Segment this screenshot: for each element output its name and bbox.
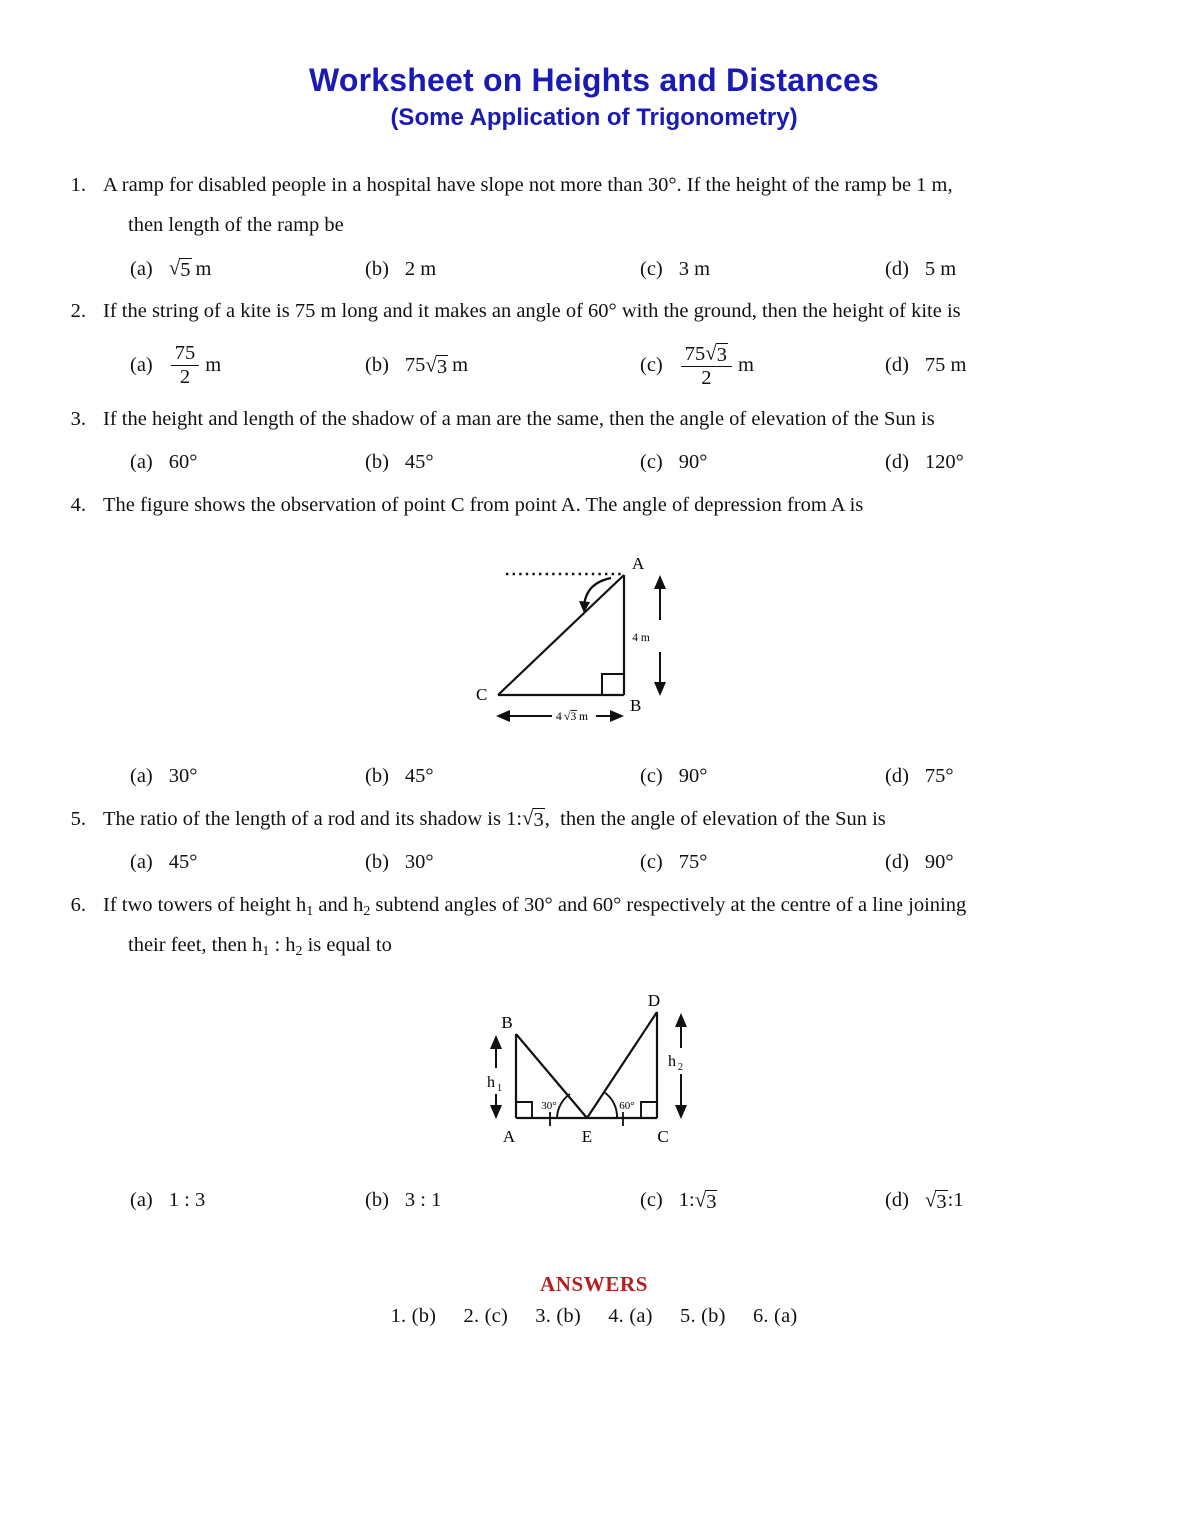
- options-row: [0, 756, 1188, 798]
- h1-label-sub: 1: [497, 1082, 502, 1094]
- fraction-denominator: 2: [681, 366, 732, 389]
- option-value: √ 5 m: [168, 255, 212, 281]
- option-c[interactable]: [640, 248, 710, 290]
- height-label: 4 m: [632, 631, 650, 644]
- option-value: 75 m: [924, 354, 967, 377]
- sqrt-expression: √ 3: [694, 1187, 717, 1213]
- option-label: (a): [130, 451, 153, 474]
- option-value: 60°: [168, 451, 198, 474]
- h2-label-sub: 2: [678, 1061, 683, 1073]
- options-row: [0, 248, 1188, 290]
- h1-arrow-up: [490, 1035, 502, 1049]
- option-label: (b): [365, 765, 389, 788]
- option-label: (d): [885, 851, 909, 874]
- figure-triangle-abc: [0, 548, 1188, 738]
- option-label: (c): [640, 765, 663, 788]
- options-row: [0, 842, 1188, 884]
- page-subtitle: (Some Application of Trigonometry): [390, 103, 798, 131]
- option-label: (a): [130, 354, 153, 377]
- fraction: [681, 340, 732, 390]
- sqrt-expression: √ 3: [425, 352, 448, 378]
- right-angle-marker-a: [516, 1102, 532, 1118]
- unit-label: m: [738, 354, 754, 377]
- option-c[interactable]: [640, 442, 707, 484]
- angle-arc-60: [604, 1092, 617, 1118]
- option-d[interactable]: [885, 1180, 964, 1222]
- vertex-label-b: B: [630, 695, 642, 715]
- angle-label-right: 60°: [619, 1099, 635, 1112]
- option-label: (d): [885, 765, 909, 788]
- answer-item: 3. (b): [535, 1305, 581, 1327]
- page-title: Worksheet on Heights and Distances: [309, 62, 879, 98]
- option-label: (c): [640, 257, 663, 280]
- option-b[interactable]: [365, 1180, 441, 1222]
- option-value: 90°: [924, 851, 954, 874]
- option-b[interactable]: [365, 248, 436, 290]
- option-a[interactable]: [130, 248, 211, 290]
- option-label: (a): [130, 257, 153, 280]
- question-number: 6.: [70, 893, 86, 916]
- option-value: 3 : 1: [404, 1189, 442, 1212]
- vertex-label-c: C: [476, 684, 488, 704]
- h2-arrow-down: [675, 1105, 687, 1119]
- answer-item: 4. (a): [608, 1305, 653, 1327]
- option-a[interactable]: [130, 442, 197, 484]
- option-b[interactable]: [365, 842, 434, 884]
- option-b[interactable]: [365, 334, 468, 398]
- angle-label-left: 30°: [541, 1099, 557, 1112]
- page-header: [0, 0, 1188, 132]
- fraction-numerator: 75 √ 3: [684, 340, 727, 366]
- question-text: The ratio of the length of a rod and its shadow is 1: √ 3 , then the angle of elevation of the Sun is: [103, 805, 886, 831]
- answer-item: 5. (b): [680, 1305, 726, 1327]
- question-3: [0, 400, 1188, 484]
- option-label: (c): [640, 354, 663, 377]
- sqrt-expression: √ 5: [168, 255, 191, 281]
- question-5: [0, 800, 1188, 884]
- radicand-text: 3: [570, 710, 577, 723]
- fraction-denominator: 2: [171, 365, 200, 388]
- option-c[interactable]: [640, 1180, 717, 1222]
- options-row: [0, 334, 1188, 398]
- option-value: 90°: [678, 765, 708, 788]
- option-b[interactable]: [365, 756, 434, 798]
- option-label: (c): [640, 451, 663, 474]
- sqrt-expression: √ 3: [522, 805, 544, 831]
- base-label-text: 4: [556, 710, 562, 723]
- options-row: [0, 1180, 1188, 1222]
- option-label: (d): [885, 257, 909, 280]
- option-label: (c): [640, 1189, 663, 1212]
- h1-label: [487, 1074, 502, 1094]
- option-value: 30°: [168, 765, 198, 788]
- h1-arrow-down: [490, 1105, 502, 1119]
- option-label: (b): [365, 354, 389, 377]
- question-6: [0, 886, 1188, 1222]
- vertex-label-a: A: [632, 553, 645, 573]
- answer-item: 2. (c): [463, 1305, 508, 1327]
- sqrt-expression: √ 3: [924, 1187, 947, 1213]
- h2-arrow-up: [675, 1013, 687, 1027]
- option-a[interactable]: [130, 842, 197, 884]
- fraction-numerator: 75: [174, 342, 196, 365]
- segment-ac: [498, 575, 624, 695]
- option-value: 1: √ 3: [678, 1187, 717, 1213]
- right-angle-marker-c: [641, 1102, 657, 1118]
- option-d[interactable]: [885, 442, 964, 484]
- h2-label: [668, 1053, 683, 1073]
- option-label: (c): [640, 851, 663, 874]
- option-b[interactable]: [365, 442, 434, 484]
- question-number: 2.: [70, 300, 86, 322]
- answers-title: ANSWERS: [539, 1272, 649, 1296]
- option-a[interactable]: [130, 1180, 205, 1222]
- option-value: 45°: [404, 765, 434, 788]
- question-number: 1.: [70, 174, 86, 197]
- option-value: [679, 340, 754, 390]
- option-a[interactable]: [130, 334, 221, 398]
- unit-text: m: [579, 710, 588, 723]
- option-label: (b): [365, 257, 389, 280]
- fraction: [171, 343, 200, 389]
- base-arrow-right: [610, 710, 624, 722]
- question-text: If the string of a kite is 75 m long and it makes an angle of 60° with the ground, then the height of kite is: [103, 300, 961, 322]
- question-text: If two towers of height $h_1$ and $h_2$ subtend angles of 30° and 60° respectively at the centre of a line joining: [103, 893, 967, 919]
- figure-two-towers: [0, 990, 1188, 1160]
- option-value: 30°: [404, 851, 434, 874]
- option-label: (a): [130, 765, 153, 788]
- option-value: √ 3 :1: [924, 1187, 964, 1213]
- option-label: (a): [130, 851, 153, 874]
- vertex-label-b: B: [501, 1012, 513, 1032]
- question-4: [0, 486, 1188, 798]
- question-number: 5.: [70, 807, 86, 830]
- option-c[interactable]: [640, 756, 707, 798]
- option-value: 5 m: [924, 257, 957, 280]
- question-2: [0, 292, 1188, 398]
- option-value: 1 : 3: [168, 1189, 206, 1212]
- question-number: 3.: [70, 407, 86, 430]
- h2-label-text: h: [668, 1052, 676, 1070]
- unit-label: m: [205, 354, 222, 377]
- question-list: [0, 166, 1188, 1222]
- figure-1-svg: [464, 548, 724, 733]
- option-a[interactable]: [130, 756, 197, 798]
- option-c[interactable]: [640, 842, 707, 884]
- option-value: 45°: [404, 451, 434, 474]
- question-text: The figure shows the observation of point C from point A. The angle of depression from A is: [103, 493, 864, 516]
- option-value: 75 √ 3 m: [404, 352, 469, 378]
- option-value: 75°: [678, 851, 708, 874]
- option-value: 90°: [678, 451, 708, 474]
- vertex-label-e: E: [581, 1126, 593, 1146]
- question-text: If the height and length of the shadow of a man are the same, then the angle of elevation of the Sun is: [103, 407, 935, 430]
- option-d[interactable]: [885, 248, 956, 290]
- angle-depression-arrowhead: [579, 601, 590, 613]
- vertex-label-d: D: [647, 990, 661, 1010]
- option-label: (d): [885, 354, 909, 377]
- option-d[interactable]: [885, 756, 954, 798]
- option-label: (d): [885, 451, 909, 474]
- base-arrow-left: [496, 710, 510, 722]
- options-row: [0, 442, 1188, 484]
- option-value: 120°: [924, 451, 964, 474]
- h1-label-text: h: [487, 1073, 495, 1091]
- vertex-label-c: C: [657, 1126, 669, 1146]
- answers-section: [0, 1272, 1188, 1328]
- option-d[interactable]: [885, 842, 954, 884]
- question-number: 4.: [70, 493, 86, 516]
- option-c[interactable]: [640, 334, 754, 398]
- answer-item: 1. (b): [390, 1305, 437, 1327]
- height-arrow-down: [654, 682, 666, 696]
- question-text: A ramp for disabled people in a hospital have slope not more than 30°. If the height of the ramp be 1 m,: [103, 174, 953, 197]
- sqrt-icon: √: [564, 710, 571, 723]
- option-value: 45°: [168, 851, 198, 874]
- vertex-label-a: A: [502, 1126, 516, 1146]
- option-label: (d): [885, 1189, 909, 1212]
- option-value: 2 m: [404, 257, 437, 280]
- question-text-line2: then length of the ramp be: [128, 214, 344, 237]
- option-value: [169, 343, 221, 389]
- option-label: (b): [365, 1189, 389, 1212]
- figure-2-svg: [469, 990, 719, 1155]
- base-label: [556, 710, 588, 723]
- option-value: 75°: [924, 765, 954, 788]
- answer-item: 6. (a): [752, 1305, 798, 1327]
- option-value: 3 m: [678, 257, 711, 280]
- question-1: [0, 166, 1188, 290]
- right-angle-marker-b: [602, 674, 624, 695]
- question-text-line2: their feet, then $h_1$ : $h_2$ is equal to: [128, 933, 392, 959]
- height-arrow-up: [654, 575, 666, 589]
- answers-list: [0, 1305, 1188, 1328]
- angle-arc-30: [557, 1094, 570, 1118]
- option-d[interactable]: [885, 334, 966, 398]
- option-label: (a): [130, 1189, 153, 1212]
- option-label: (b): [365, 851, 389, 874]
- option-label: (b): [365, 451, 389, 474]
